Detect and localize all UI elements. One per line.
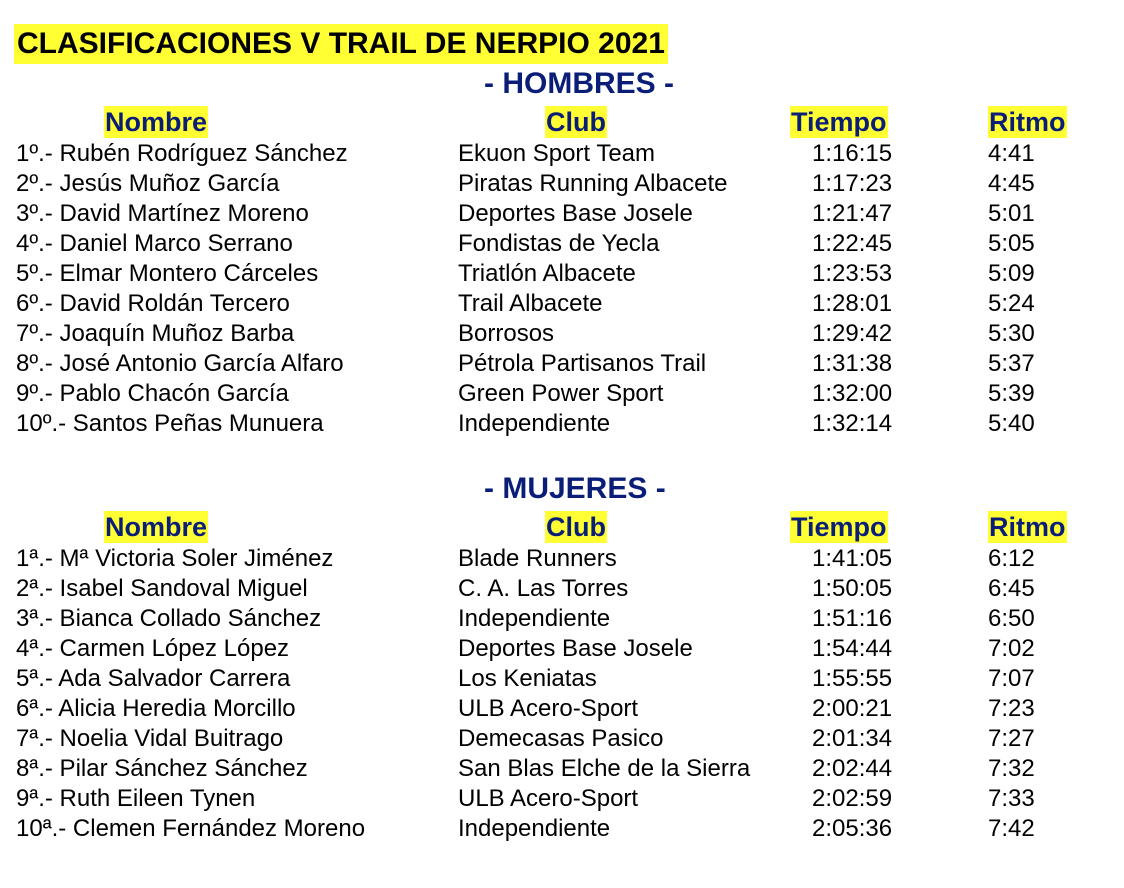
column-header-club: Club xyxy=(546,107,606,137)
finish-time: 2:00:21 xyxy=(812,695,893,722)
document-title: CLASIFICACIONES V TRAIL DE NERPIO 2021 xyxy=(14,24,668,64)
club-name: Demecasas Pasico xyxy=(458,725,664,752)
table-row xyxy=(0,199,1124,229)
club-name: Trail Albacete xyxy=(458,290,603,317)
table-row xyxy=(0,169,1124,199)
pace: 5:09 xyxy=(988,260,1035,287)
club-name: Triatlón Albacete xyxy=(458,260,636,287)
table-row xyxy=(0,634,1124,664)
column-header-pace: Ritmo xyxy=(989,512,1066,542)
finish-time: 1:23:53 xyxy=(812,260,893,287)
men-section-heading: - HOMBRES - xyxy=(484,67,674,100)
pace: 5:30 xyxy=(988,320,1035,347)
club-name: Borrosos xyxy=(458,320,555,347)
table-row xyxy=(0,349,1124,379)
runner-name: 2º.- Jesús Muñoz García xyxy=(16,170,280,197)
runner-name: 7º.- Joaquín Muñoz Barba xyxy=(16,320,295,347)
table-row xyxy=(0,694,1124,724)
club-name: Pétrola Partisanos Trail xyxy=(458,350,707,377)
pace: 6:50 xyxy=(988,605,1035,632)
runner-name: 9º.- Pablo Chacón García xyxy=(16,380,289,407)
pace: 5:01 xyxy=(988,200,1035,227)
club-name: Independiente xyxy=(458,605,611,632)
club-name: ULB Acero-Sport xyxy=(458,785,639,812)
pace: 7:33 xyxy=(988,785,1035,812)
table-row xyxy=(0,784,1124,814)
column-header-name: Nombre xyxy=(105,107,208,137)
table-row xyxy=(0,139,1124,169)
club-name: Independiente xyxy=(458,815,611,842)
club-name: Independiente xyxy=(458,410,611,437)
column-header-time: Tiempo xyxy=(791,512,887,542)
runner-name: 10º.- Santos Peñas Munuera xyxy=(16,410,324,437)
finish-time: 1:32:14 xyxy=(812,410,893,437)
club-name: Deportes Base Josele xyxy=(458,635,693,662)
club-name: Green Power Sport xyxy=(458,380,664,407)
finish-time: 1:16:15 xyxy=(812,140,893,167)
pace: 7:42 xyxy=(988,815,1035,842)
finish-time: 1:55:55 xyxy=(812,665,893,692)
runner-name: 3ª.- Bianca Collado Sánchez xyxy=(16,605,322,632)
club-name: C. A. Las Torres xyxy=(458,575,629,602)
club-name: Blade Runners xyxy=(458,545,617,572)
runner-name: 8º.- José Antonio García Alfaro xyxy=(16,350,344,377)
table-row xyxy=(0,574,1124,604)
table-row xyxy=(0,814,1124,844)
finish-time: 1:29:42 xyxy=(812,320,893,347)
club-name: Fondistas de Yecla xyxy=(458,230,660,257)
pace: 5:24 xyxy=(988,290,1035,317)
finish-time: 1:32:00 xyxy=(812,380,893,407)
pace: 5:40 xyxy=(988,410,1035,437)
pace: 5:37 xyxy=(988,350,1035,377)
finish-time: 1:31:38 xyxy=(812,350,893,377)
runner-name: 9ª.- Ruth Eileen Tynen xyxy=(16,785,256,812)
pace: 5:05 xyxy=(988,230,1035,257)
table-row xyxy=(0,379,1124,409)
runner-name: 7ª.- Noelia Vidal Buitrago xyxy=(16,725,284,752)
runner-name: 1ª.- Mª Victoria Soler Jiménez xyxy=(16,545,334,572)
table-row xyxy=(0,259,1124,289)
runner-name: 6ª.- Alicia Heredia Morcillo xyxy=(16,695,296,722)
club-name: ULB Acero-Sport xyxy=(458,695,639,722)
pace: 7:27 xyxy=(988,725,1035,752)
table-row xyxy=(0,544,1124,574)
runner-name: 8ª.- Pilar Sánchez Sánchez xyxy=(16,755,308,782)
runner-name: 10ª.- Clemen Fernández Moreno xyxy=(16,815,366,842)
column-header-name: Nombre xyxy=(105,512,208,542)
runner-name: 4ª.- Carmen López López xyxy=(16,635,290,662)
column-header-time: Tiempo xyxy=(791,107,887,137)
finish-time: 1:21:47 xyxy=(812,200,893,227)
pace: 5:39 xyxy=(988,380,1035,407)
table-row xyxy=(0,604,1124,634)
column-header-pace: Ritmo xyxy=(989,107,1066,137)
table-row xyxy=(0,754,1124,784)
runner-name: 4º.- Daniel Marco Serrano xyxy=(16,230,293,257)
runner-name: 1º.- Rubén Rodríguez Sánchez xyxy=(16,140,348,167)
pace: 6:45 xyxy=(988,575,1035,602)
table-row xyxy=(0,724,1124,754)
club-name: Los Keniatas xyxy=(458,665,597,692)
runner-name: 3º.- David Martínez Moreno xyxy=(16,200,309,227)
finish-time: 1:41:05 xyxy=(812,545,893,572)
finish-time: 2:05:36 xyxy=(812,815,893,842)
club-name: Deportes Base Josele xyxy=(458,200,693,227)
finish-time: 2:02:44 xyxy=(812,755,893,782)
pace: 7:32 xyxy=(988,755,1035,782)
runner-name: 5º.- Elmar Montero Cárceles xyxy=(16,260,319,287)
finish-time: 2:02:59 xyxy=(812,785,893,812)
pace: 4:41 xyxy=(988,140,1035,167)
runner-name: 5ª.- Ada Salvador Carrera xyxy=(16,665,291,692)
finish-time: 1:50:05 xyxy=(812,575,893,602)
pace: 7:23 xyxy=(988,695,1035,722)
table-row xyxy=(0,229,1124,259)
club-name: San Blas Elche de la Sierra xyxy=(458,755,751,782)
finish-time: 1:51:16 xyxy=(812,605,893,632)
table-row xyxy=(0,289,1124,319)
pace: 7:02 xyxy=(988,635,1035,662)
table-row xyxy=(0,319,1124,349)
club-name: Ekuon Sport Team xyxy=(458,140,656,167)
table-row xyxy=(0,664,1124,694)
table-row xyxy=(0,409,1124,439)
women-section-heading: - MUJERES - xyxy=(484,472,666,505)
pace: 7:07 xyxy=(988,665,1035,692)
finish-time: 2:01:34 xyxy=(812,725,893,752)
runner-name: 2ª.- Isabel Sandoval Miguel xyxy=(16,575,308,602)
pace: 4:45 xyxy=(988,170,1035,197)
club-name: Piratas Running Albacete xyxy=(458,170,728,197)
runner-name: 6º.- David Roldán Tercero xyxy=(16,290,290,317)
finish-time: 1:54:44 xyxy=(812,635,893,662)
column-header-club: Club xyxy=(546,512,606,542)
finish-time: 1:17:23 xyxy=(812,170,893,197)
finish-time: 1:28:01 xyxy=(812,290,893,317)
pace: 6:12 xyxy=(988,545,1035,572)
finish-time: 1:22:45 xyxy=(812,230,893,257)
